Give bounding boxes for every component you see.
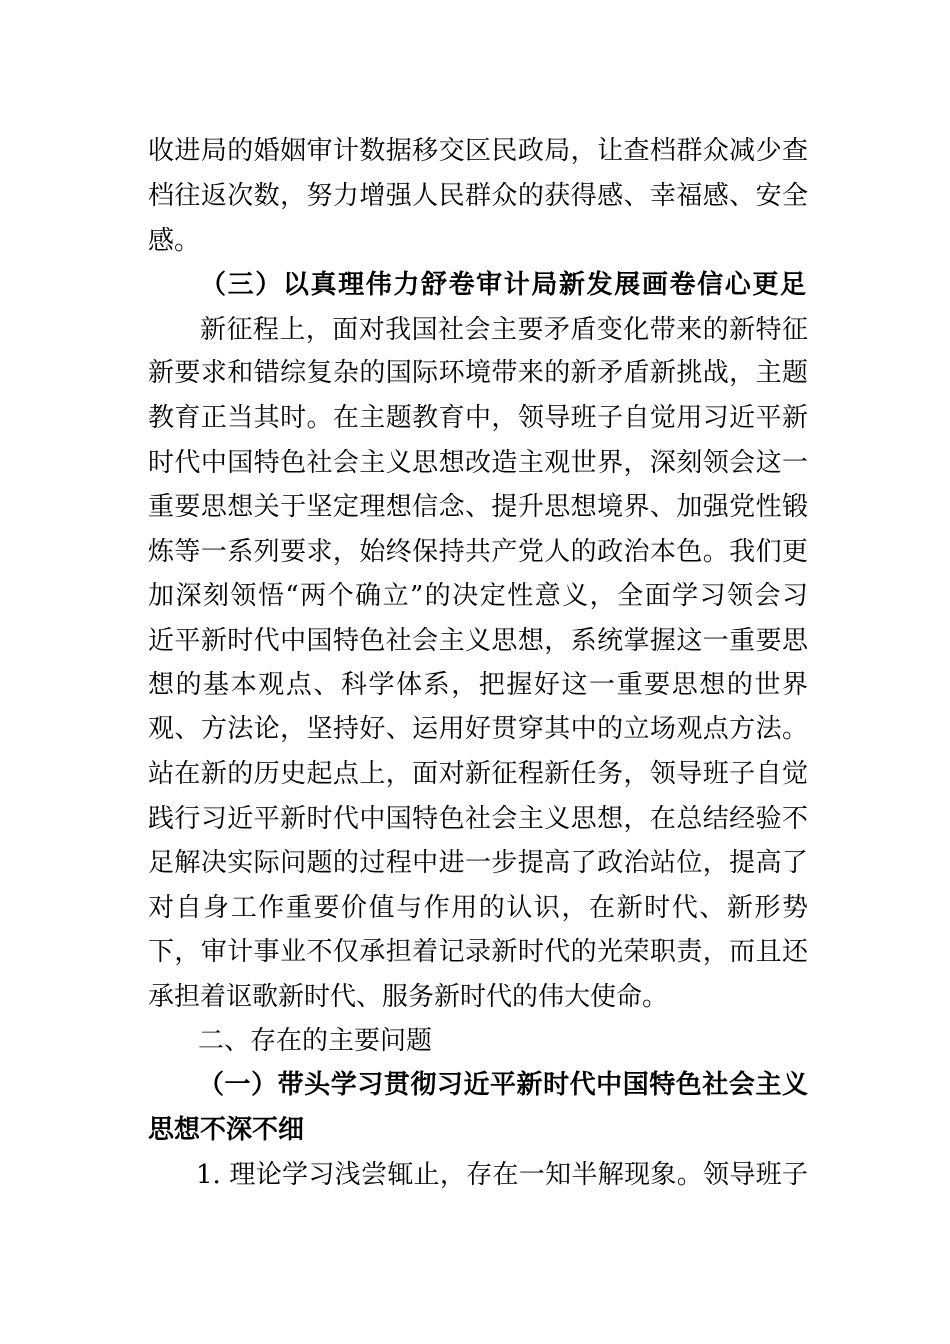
body-text-line: 教育正当其时。在主题教育中，领导班子自觉用习近平新 [148, 403, 808, 433]
body-text-line: 观、方法论，坚持好、运用好贯穿其中的立场观点方法。 [148, 714, 808, 744]
body-text-line: 时代中国特色社会主义思想改造主观世界，深刻领会这一 [148, 448, 808, 478]
body-text-line: 1. 理论学习浅尝辄止，存在一知半解现象。领导班子 [196, 1160, 808, 1190]
body-text-line: 想的基本观点、科学体系，把握好这一重要思想的世界 [148, 670, 808, 700]
chapter-heading: 二、存在的主要问题 [198, 1026, 433, 1056]
body-text-line: 加深刻领悟“两个确立”的决定性意义，全面学习领会习 [148, 581, 808, 611]
body-text-line: 炼等一系列要求，始终保持共产党人的政治本色。我们更 [148, 537, 808, 567]
body-text-line: 对自身工作重要价值与作用的认识，在新时代、新形势 [148, 893, 808, 923]
body-text-line: 档往返次数，努力增强人民群众的获得感、幸福感、安全 [148, 181, 808, 211]
body-text-line: 践行习近平新时代中国特色社会主义思想，在总结经验不 [148, 804, 808, 834]
body-text-line: 近平新时代中国特色社会主义思想，系统掌握这一重要思 [148, 626, 808, 656]
body-text-line: 下，审计事业不仅承担着记录新时代的光荣职责，而且还 [148, 937, 808, 967]
body-text-line: 收进局的婚姻审计数据移交区民政局，让查档群众减少查 [148, 136, 808, 166]
body-text-line: 感。 [148, 226, 201, 256]
body-text-line: 承担着讴歌新时代、服务新时代的伟大使命。 [148, 982, 669, 1012]
body-text-line: 新征程上，面对我国社会主要矛盾变化带来的新特征 [200, 315, 808, 345]
body-text-line: 站在新的历史起点上，面对新征程新任务，领导班子自觉 [148, 759, 808, 789]
section-heading: （三）以真理伟力舒卷审计局新发展画卷信心更足 [200, 270, 806, 300]
body-text-line: 重要思想关于坚定理想信念、提升思想境界、加强党性锻 [148, 492, 808, 522]
subsection-heading-cont: 思想不深不细 [148, 1115, 305, 1145]
body-text-line: 新要求和错综复杂的国际环境带来的新矛盾新挑战，主题 [148, 358, 808, 388]
body-text-line: 足解决实际问题的过程中进一步提高了政治站位，提高了 [148, 848, 808, 878]
subsection-heading: （一）带头学习贯彻习近平新时代中国特色社会主义 [198, 1070, 808, 1100]
